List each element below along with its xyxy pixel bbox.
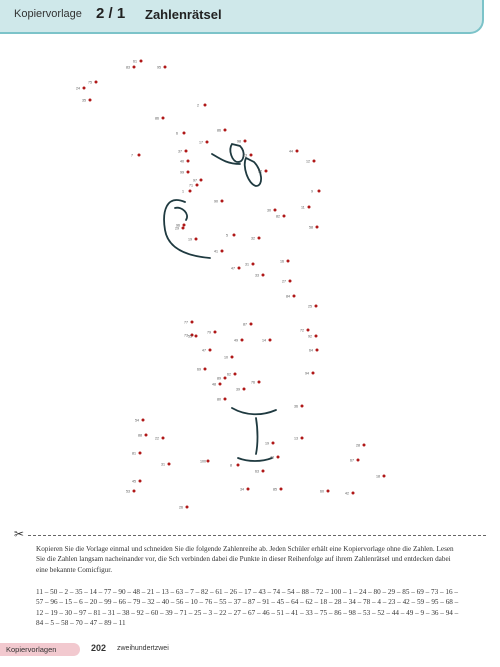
puzzle-dot-number: 54 — [135, 418, 139, 423]
puzzle-dot — [224, 129, 227, 132]
puzzle-dot — [244, 140, 247, 143]
puzzle-dot-number: 52 — [258, 169, 262, 174]
puzzle-dot — [272, 442, 275, 445]
puzzle-dot-number: 63 — [255, 469, 259, 474]
puzzle-dot — [95, 81, 98, 84]
puzzle-dot — [133, 66, 136, 69]
puzzle-dot-number: 29 — [175, 226, 179, 231]
puzzle-dot — [204, 368, 207, 371]
puzzle-dot — [207, 460, 210, 463]
puzzle-dot-number: 16 — [280, 259, 284, 264]
puzzle-dot-number: 83 — [126, 65, 130, 70]
puzzle-dot — [315, 305, 318, 308]
puzzle-dot-number: 58 — [309, 225, 313, 230]
puzzle-dot-number: 90 — [214, 199, 218, 204]
puzzle-dot — [247, 488, 250, 491]
puzzle-dot — [209, 349, 212, 352]
puzzle-dot-number: 47 — [231, 266, 235, 271]
puzzle-dot-number: 86 — [155, 116, 159, 121]
puzzle-dot — [168, 463, 171, 466]
page-number-word: zweihundertzwei — [117, 645, 169, 652]
puzzle-dot — [219, 383, 222, 386]
drawn-figure — [164, 144, 276, 461]
puzzle-dot — [287, 260, 290, 263]
puzzle-dot-number: 67 — [350, 458, 354, 463]
puzzle-dot — [231, 356, 234, 359]
puzzle-dot-number: 60 — [320, 489, 324, 494]
puzzle-dot-number: 61 — [133, 59, 137, 64]
puzzle-dot — [139, 452, 142, 455]
page-title: Zahlenrätsel — [145, 7, 222, 22]
puzzle-dot — [258, 381, 261, 384]
puzzle-dot-number: 41 — [214, 249, 218, 254]
number-sequence: 11 – 50 – 2 – 35 – 14 – 77 – 90 – 48 – 21 – 13 – 63 – 7 – 82 – 61 – 26 – 17 – 43 – 74 – 54 – 88 – 72 – 100 – 1 – 24 – 80 – 29 – 85 – 69 – 73 – 16 – 57 – 96 – 15 – 6 – 20 – 99 – 66 – 79 – 32 – 40 – 56 – 10 – 76 – 55 – 37 – 87 – 91 – 45 – 64 – 62 – 18 – 28 – 34 – 78 – 4 – 23 – 42 – 59 – 95 – 68 – 12 – 19 – 30 – 97 – 81 – 31 – 38 – 92 – 60 – 39 – 71 – 25 – 3 – 22 – 27 – 67 – 46 – 51 – 41 – 33 – 75 – 86 – 98 – 53 – 52 – 44 – 49 – 9 – 36 – 94 – 84 – 5 – 58 – 70 – 47 – 89 – 11 — [36, 588, 459, 627]
puzzle-dot-number: 64 — [309, 348, 313, 353]
puzzle-dot — [233, 234, 236, 237]
puzzle-dot-number: 2 — [197, 103, 199, 108]
figure-outline — [164, 200, 210, 258]
puzzle-dot-number: 23 — [243, 153, 247, 158]
puzzle-dot — [289, 280, 292, 283]
puzzle-dot-number: 80 — [217, 397, 221, 402]
puzzle-dot-number: 92 — [308, 334, 312, 339]
puzzle-dot-number: 26 — [179, 505, 183, 510]
puzzle-dot-number: 6 — [176, 131, 178, 136]
puzzle-dot-number: 35 — [82, 98, 86, 103]
puzzle-dot — [221, 250, 224, 253]
puzzle-dot — [283, 215, 286, 218]
puzzle-dot-number: 44 — [289, 149, 293, 154]
puzzle-dot-number: 72 — [300, 328, 304, 333]
puzzle-dot — [296, 150, 299, 153]
puzzle-dot-number: 87 — [243, 322, 247, 327]
puzzle-dot — [191, 321, 194, 324]
puzzle-dot-number: 31 — [161, 462, 165, 467]
puzzle-dot-number: 82 — [276, 214, 280, 219]
puzzle-dot — [83, 87, 86, 90]
puzzle-dot — [186, 506, 189, 509]
puzzle-dot — [265, 170, 268, 173]
puzzle-dot-number: 33 — [255, 273, 259, 278]
puzzle-dot — [277, 456, 280, 459]
puzzle-dot — [274, 209, 277, 212]
footer-tab — [0, 643, 80, 656]
puzzle-dot — [250, 154, 253, 157]
puzzle-dot — [280, 488, 283, 491]
puzzle-dot-number: 99 — [180, 170, 184, 175]
header-banner — [0, 0, 484, 34]
puzzle-dot — [327, 490, 330, 493]
puzzle-dot — [89, 99, 92, 102]
puzzle-dot-number: 5 — [226, 233, 228, 238]
puzzle-dot — [308, 206, 311, 209]
puzzle-dot-number: 94 — [305, 371, 309, 376]
figure-ear-line — [175, 208, 187, 220]
puzzle-dot-number: 1 — [182, 189, 184, 194]
puzzle-dot — [183, 224, 186, 227]
puzzle-dot-number: 32 — [251, 236, 255, 241]
puzzle-dot — [258, 237, 261, 240]
puzzle-dot-number: 27 — [282, 279, 286, 284]
puzzle-dot — [316, 226, 319, 229]
puzzle-dot — [318, 190, 321, 193]
puzzle-dot — [312, 372, 315, 375]
cut-line — [14, 529, 486, 541]
puzzle-dot — [187, 160, 190, 163]
puzzle-dot — [195, 238, 198, 241]
puzzle-dot-number: 22 — [155, 436, 159, 441]
puzzle-dot — [142, 419, 145, 422]
puzzle-dot-number: 17 — [199, 140, 203, 145]
dots-group — [76, 60, 386, 510]
figure-bottom — [238, 455, 274, 461]
puzzle-dot — [243, 388, 246, 391]
puzzle-dot — [145, 434, 148, 437]
puzzle-dot-number: 8 — [230, 463, 232, 468]
puzzle-dot-number: 55 — [188, 334, 192, 339]
puzzle-dot-number: 30 — [267, 208, 271, 213]
puzzle-dot — [250, 323, 253, 326]
puzzle-dot-number: 75 — [88, 80, 92, 85]
figure-neck — [256, 418, 258, 454]
puzzle-dot — [139, 480, 142, 483]
puzzle-dot-number: 98 — [237, 139, 241, 144]
puzzle-dot-number: 96 — [176, 223, 180, 228]
puzzle-dot-number: 88 — [138, 433, 142, 438]
puzzle-dot — [313, 160, 316, 163]
puzzle-dot-number: 62 — [227, 372, 231, 377]
puzzle-dot — [252, 263, 255, 266]
puzzle-dot-number: 45 — [132, 479, 136, 484]
figure-mouth — [232, 408, 276, 414]
puzzle-dot-number: 47 — [202, 348, 206, 353]
puzzle-dot-number: 95 — [157, 65, 161, 70]
puzzle-dot-number: 42 — [345, 491, 349, 496]
puzzle-dot-number: 69 — [197, 367, 201, 372]
puzzle-dot-number: 14 — [262, 338, 266, 343]
template-number: 2 / 1 — [96, 5, 126, 22]
puzzle-dot-number: 77 — [184, 320, 188, 325]
puzzle-dot — [224, 377, 227, 380]
puzzle-dot-number: 31 — [245, 262, 249, 267]
puzzle-dot-number: 73 — [184, 333, 188, 338]
header-label: Kopiervorlage — [14, 8, 82, 20]
puzzle-dot-number: 49 — [234, 338, 238, 343]
scissors-icon: ✂ — [14, 527, 25, 541]
puzzle-dot — [133, 490, 136, 493]
puzzle-dot-number: 89 — [217, 376, 221, 381]
puzzle-dot-number: 48 — [212, 382, 216, 387]
puzzle-dot — [315, 335, 318, 338]
puzzle-dot — [187, 171, 190, 174]
puzzle-dot — [182, 227, 185, 230]
puzzle-dot-number: 84 — [286, 294, 290, 299]
puzzle-dot-number: 85 — [273, 487, 277, 492]
puzzle-dot — [262, 274, 265, 277]
puzzle-dot — [363, 444, 366, 447]
puzzle-dot — [352, 492, 355, 495]
puzzle-dot-number: 76 — [251, 380, 255, 385]
dot-puzzle — [0, 34, 500, 526]
puzzle-dot-number: 40 — [180, 159, 184, 164]
puzzle-dot — [162, 117, 165, 120]
puzzle-dot — [204, 104, 207, 107]
puzzle-dot-number: 18 — [376, 474, 380, 479]
puzzle-dot-number: 11 — [301, 205, 305, 210]
puzzle-dot — [200, 179, 203, 182]
puzzle-dot — [237, 464, 240, 467]
puzzle-dot-number: 86 — [217, 128, 221, 133]
puzzle-dot — [206, 141, 209, 144]
dashed-line — [28, 535, 486, 536]
puzzle-dot — [195, 335, 198, 338]
puzzle-dot — [293, 295, 296, 298]
footer-label: Kopiervorlagen — [6, 645, 57, 654]
puzzle-dot-number: 9 — [311, 189, 313, 194]
figure-eye-left — [230, 144, 243, 162]
puzzle-dot — [316, 349, 319, 352]
puzzle-dot-number: 81 — [132, 451, 136, 456]
puzzle-dot — [138, 154, 141, 157]
puzzle-dot — [301, 405, 304, 408]
puzzle-dot-number: 19 — [188, 237, 192, 242]
puzzle-dot — [234, 373, 237, 376]
puzzle-dot — [183, 132, 186, 135]
puzzle-dot — [224, 398, 227, 401]
page-number: 202 — [91, 643, 107, 653]
puzzle-dot — [185, 150, 188, 153]
puzzle-dot — [357, 459, 360, 462]
puzzle-dot-number: 34 — [240, 487, 244, 492]
puzzle-dot-number: 7 — [131, 153, 133, 158]
puzzle-dot — [241, 339, 244, 342]
puzzle-dot-number: 53 — [126, 489, 130, 494]
puzzle-dot-number: 39 — [236, 387, 240, 392]
puzzle-dot — [164, 66, 167, 69]
puzzle-dot — [140, 60, 143, 63]
puzzle-dot — [214, 331, 217, 334]
puzzle-dot-number: 79 — [207, 330, 211, 335]
puzzle-dot-number: 12 — [306, 159, 310, 164]
puzzle-dot — [221, 200, 224, 203]
puzzle-dot-number: 13 — [294, 436, 298, 441]
puzzle-dot — [196, 184, 199, 187]
puzzle-dot — [262, 470, 265, 473]
puzzle-dot — [189, 190, 192, 193]
puzzle-dot-number: 10 — [224, 355, 228, 360]
puzzle-dot-number: 24 — [76, 86, 80, 91]
puzzle-dot-number: 28 — [356, 443, 360, 448]
instructions-text: Kopieren Sie die Vorlage einmal und schneiden Sie die folgende Zahlenreihe ab. Jeden Schüler erhält eine Kopiervorlage ohne die Zahlen. Lesen Sie die Zahlen langsam nacheinander vor, die Sch verbinden dabei die Punkte in dieser Reihenfolge auf ihrem Zahlenrätsel und entdecken dabei eine bekannte Comicfigur. — [36, 545, 454, 574]
puzzle-dot-number: 37 — [178, 149, 182, 154]
puzzle-dot — [383, 475, 386, 478]
puzzle-dot-number: 19 — [265, 441, 269, 446]
puzzle-dot — [301, 437, 304, 440]
puzzle-dot-number: 25 — [308, 304, 312, 309]
puzzle-dot-number: 36 — [294, 404, 298, 409]
puzzle-dot — [269, 339, 272, 342]
puzzle-dot — [162, 437, 165, 440]
puzzle-dot-number: 97 — [193, 178, 197, 183]
puzzle-dot — [307, 329, 310, 332]
puzzle-dot-number: 71 — [189, 183, 193, 188]
puzzle-dot-number: 100 — [200, 459, 206, 464]
puzzle-dot — [238, 267, 241, 270]
puzzle-dot-number: 43 — [270, 455, 274, 460]
